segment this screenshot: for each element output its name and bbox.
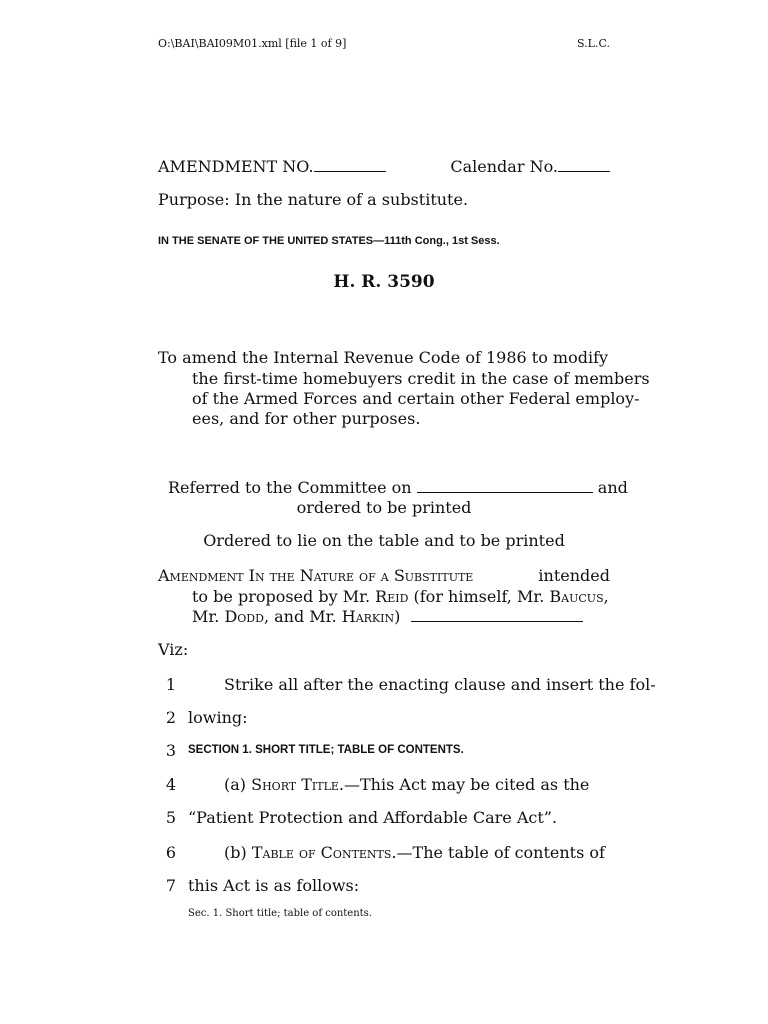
line-text: lowing: [188,708,248,727]
amendment-intent-line-1 [158,566,610,585]
subsection-marker: (a) [224,775,247,794]
amendment-substitute-title: Amendment In the Nature of a Substitute [158,566,474,585]
line-text [224,843,605,862]
calendar-number-label: Calendar No. [450,157,558,176]
line-text: this Act is as follows: [188,876,360,895]
line-text: Strike all after the enacting clause and insert the fol- [224,675,656,694]
title-line-1: To amend the Internal Revenue Code of 1986 to modify [158,348,609,367]
amendment-number-field [158,157,386,176]
toc-entry: Sec. 1. Short title; table of contents. [188,908,372,919]
senator-harkin: Harkin [341,607,395,626]
referred-text: Referred to the Committee on [168,478,412,497]
line-number: 3 [165,741,176,760]
committee-blank [417,478,593,493]
amendment-intent-line-2 [192,587,609,606]
line-number: 7 [165,876,176,895]
calendar-number-field [450,157,610,176]
amendment-number-blank [314,157,386,172]
ordered-lie-on-table: Ordered to lie on the table and to be printed [203,531,565,550]
calendar-number-blank [558,157,610,172]
senator-reid: Reid [375,587,409,606]
title-line-4: ees, and for other purposes. [192,409,421,428]
line-number: 2 [165,708,176,727]
comma: , [603,587,609,606]
close-paren: ) [394,607,401,626]
mr-text: Mr. [192,607,220,626]
subsection-title: Table of Contents [251,843,392,862]
section-heading: SECTION 1. SHORT TITLE; TABLE OF CONTENTS. [188,744,464,756]
referred-line [168,478,628,497]
amendment-intent-line-3 [192,607,583,626]
purpose-line: Purpose: In the nature of a substitute. [158,190,469,209]
subsection-text: .—The table of contents of [391,843,605,862]
subsection-marker: (b) [224,843,247,862]
subsection-text: .—This Act may be cited as the [338,775,590,794]
slc-label: S.L.C. [577,37,610,50]
file-reference: O:\BAI\BAI09M01.xml [file 1 of 9] [158,37,347,50]
line-text: “Patient Protection and Affordable Care Act”. [188,808,558,827]
senator-dodd: Dodd [224,607,264,626]
amendment-number-label: AMENDMENT NO. [158,157,314,176]
ordered-printed: ordered to be printed [296,498,472,517]
intended-word: intended [538,566,610,585]
and-mr-text: , and Mr. [263,607,337,626]
senate-session-line: IN THE SENATE OF THE UNITED STATES—111th Cong., 1st Sess. [158,235,500,247]
for-himself-text: (for himself, Mr. [413,587,545,606]
sponsor-blank [411,607,583,622]
line-number: 6 [165,843,176,862]
subsection-title: Short Title [251,775,339,794]
line-number: 4 [165,775,176,794]
proposed-by-text: to be proposed by Mr. [192,587,371,606]
referred-and: and [597,478,628,497]
line-number: 5 [165,808,176,827]
viz-label: Viz: [158,640,189,659]
bill-number: H. R. 3590 [333,272,435,292]
senator-baucus: Baucus [549,587,604,606]
line-number: 1 [165,675,176,694]
line-text [224,775,589,794]
title-line-3: of the Armed Forces and certain other Federal employ- [192,389,640,408]
title-line-2: the first-time homebuyers credit in the case of members [192,369,650,388]
